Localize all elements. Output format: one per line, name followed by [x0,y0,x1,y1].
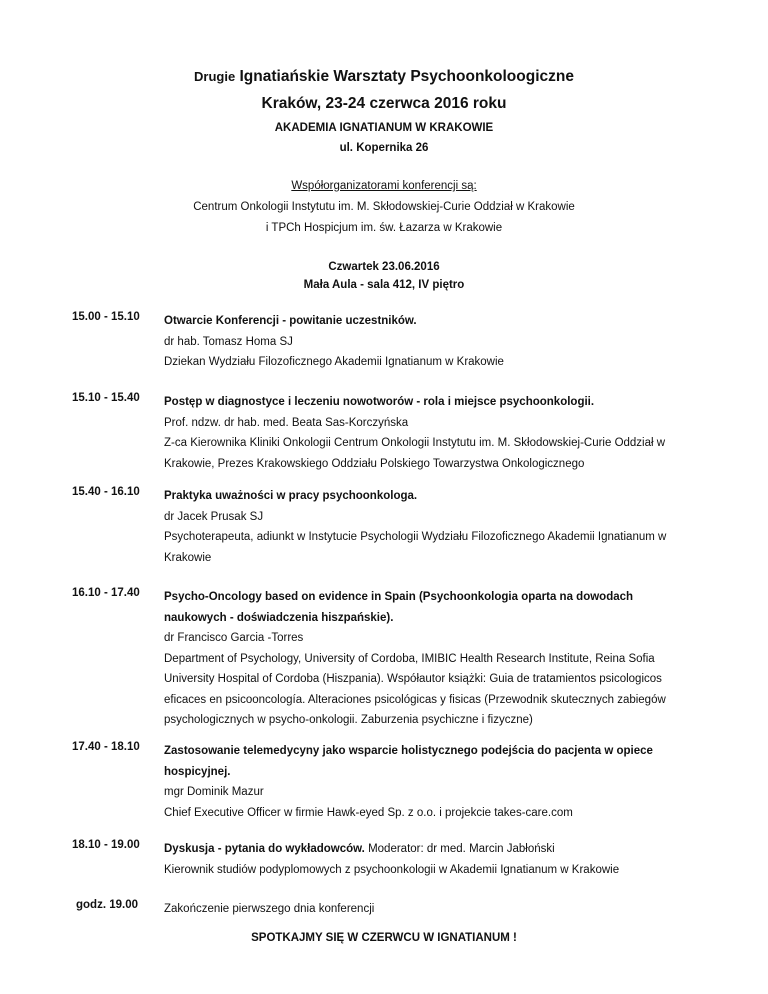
venue-name: AKADEMIA IGNATIANUM W KRAKOWIE [274,122,494,134]
day-room: Mała Aula - sala 412, IV piętro [303,279,465,291]
speaker-name: dr Francisco Garcia -Torres [164,632,304,644]
session-body [164,741,694,823]
coorganizer-1: Centrum Onkologii Instytutu im. M. Skłodowskiej-Curie Oddział w Krakowie [193,201,575,213]
session-body [164,392,694,474]
session-title: Postęp w diagnostyce i leczeniu nowotworów - rola i miejsce psychoonkologii. [164,396,595,408]
speaker-name: Prof. ndzw. dr hab. med. Beata Sas-Korczyńska [164,416,409,429]
speaker-affiliation: Department of Psychology, University of Cordoba, IMIBIC Health Research Institute, Reina Sofia [164,652,655,665]
session-time: 16.10 - 17.40 [72,587,140,599]
session-body [164,839,694,880]
session-body [164,486,694,568]
speaker-affiliation: eficaces en psicooncología. Alteraciones psicológicas y fisicas (Przewodnik skutecznych zabiegów [164,693,666,706]
title-lead: Drugie [194,69,236,84]
session-body [164,311,694,373]
session-title: Zastosowanie telemedycyny jako wsparcie holistycznego podejścia do pacjenta w opiece [164,745,653,757]
session-closing: Zakończenie pierwszego dnia konferencji [164,903,375,915]
conference-date-place: Kraków, 23-24 czerwca 2016 roku [261,95,507,112]
speaker-affiliation: Chief Executive Officer w firmie Hawk-eyed Sp. z o.o. i projekcie takes-care.com [164,806,573,819]
session-time: 17.40 - 18.10 [72,741,140,753]
speaker-affiliation: Z-ca Kierownika Kliniki Onkologii Centrum Onkologii Instytutu im. M. Skłodowskiej-Curie Oddział w [164,437,666,449]
session-time: 15.40 - 16.10 [72,486,140,498]
session-time: 18.10 - 19.00 [72,839,140,851]
speaker-name: dr Jacek Prusak SJ [164,510,264,523]
speaker-name: mgr Dominik Mazur [164,786,264,798]
title-main: Ignatiańskie Warsztaty Psychoonkoloogiczne [235,68,574,85]
session-title: hospicyjnej. [164,765,231,778]
speaker-affiliation: Kierownik studiów podyplomowych z psychoonkologii w Akademii Ignatianum w Krakowie [164,863,620,876]
day-date: Czwartek 23.06.2016 [328,261,440,273]
session-time: 15.10 - 15.40 [72,392,140,404]
session-title: Psycho-Oncology based on evidence in Spain (Psychoonkologia oparta na dowodach [164,591,634,603]
speaker-affiliation: Psychoterapeuta, adiunkt w Instytucie Psychologii Wydziału Filozoficznego Akademii Ignatianum w [164,531,667,543]
session-title: naukowych - doświadczenia hiszpańskie). [164,611,394,624]
speaker-affiliation: Dziekan Wydziału Filozoficznego Akademii Ignatianum w Krakowie [164,356,504,368]
coorganizers-heading: Współorganizatorami konferencji są: [291,180,477,192]
session-body [164,899,694,920]
conference-title [0,68,768,86]
speaker-affiliation: psychologicznych w psycho-onkologii. Zaburzenia psychiczne i fizyczne) [164,714,533,726]
coorganizer-2: i TPCh Hospicjum im. św. Łazarza w Krakowie [265,222,503,234]
speaker-name: dr hab. Tomasz Homa SJ [164,335,293,348]
speaker-affiliation: Krakowie, Prezes Krakowskiego Oddziału Polskiego Towarzystwa Onkologicznego [164,457,585,470]
speaker-affiliation: Krakowie [164,551,212,564]
closing-slogan: SPOTKAJMY SIĘ W CZERWCU W IGNATIANUM ! [251,932,517,944]
session-title: Otwarcie Konferencji - powitanie uczestników. [164,315,417,327]
speaker-affiliation: University Hospital of Cordoba (Hiszpania). Współautor książki: Guia de tratamientos psicologicos [164,673,662,685]
session-body [164,587,694,731]
session-title: Dyskusja - pytania do wykładowców. [164,843,365,855]
session-title-line [164,839,694,860]
session-moderator: Moderator: dr med. Marcin Jabłoński [364,843,555,855]
venue-address: ul. Kopernika 26 [339,142,429,154]
session-title: Praktyka uważności w pracy psychoonkologa. [164,490,418,502]
session-time: 15.00 - 15.10 [72,311,140,323]
session-time: godz. 19.00 [76,899,138,911]
